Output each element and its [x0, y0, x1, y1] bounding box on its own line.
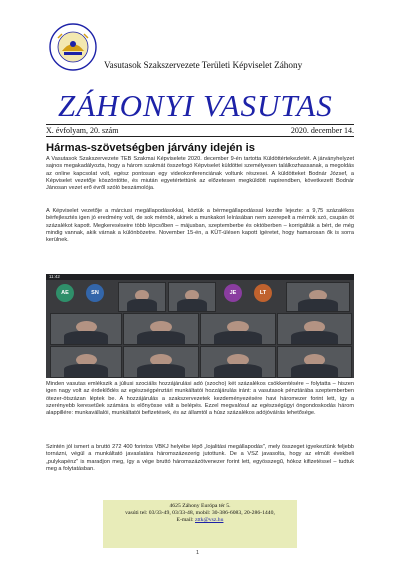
video-toolbar [46, 274, 354, 280]
participant-video [200, 346, 276, 378]
masthead-bottom-rule [46, 136, 354, 137]
organization-name: Vasutasok Szakszervezete Területi Képviselet Záhony [104, 60, 303, 70]
participant-video [123, 313, 199, 345]
article-paragraph: Szintén jól ismert a bruttó 272 400 forintos VBKJ helyébe lépő „lojalitási megállapodás", mely összeget igyekeztünk feljebb tornázni, végül a munkáltató javaslatára háromszázezerig jutottunk. De a VSZ javasolta, hogy az elmúlt évekbeli „pulykapénz" is maradjon meg, így a vége bruttó háromszázötvenezer forint lett, egyösszegű, hókoz kifizetéssel – tudtuk meg a folytatásban. [46, 444, 354, 472]
footer-phones: vasúti tel: 03/33-49, 03/33-48, mobil: 30-386-6083, 20-286-1440, [125, 510, 275, 516]
participant-video [200, 313, 276, 345]
participant-video [123, 346, 199, 378]
vasutasok-szakszervezete-logo [48, 22, 98, 72]
footer-email-label: E-mail: [176, 517, 194, 523]
issue-line [46, 126, 354, 135]
participant-avatar: LT [254, 284, 272, 302]
participant-video [50, 346, 122, 378]
article-headline: Hármas-szövetségben járvány idején is [46, 142, 255, 154]
video-conference-photo [46, 274, 354, 378]
page-number: 1 [196, 550, 200, 556]
participant-avatar: JE [224, 284, 242, 302]
masthead-top-rule [46, 124, 354, 125]
footer-email-line [103, 517, 297, 524]
participant-video [118, 282, 166, 312]
article-paragraph: A Vasutasok Szakszervezete TEB Szakmai Képviselete 2020. december 9-én tartotta Küldöttértekezletét. A járványhelyzet sajnos megakadályozta, hogy a három szakmát összefogó Képviselet küldöttei személyesen találkozhassanak, a megoldás az online kapcsolat volt, egész pontosan egy videokonferenciának voltunk részesei. A küldötteket Bodnár József, a Képviselet vezetője köszöntötte, és miután egyetértettünk az előzetesen megküldött napirendben, következett Bodnár Jánosan vezet erő évről szóló beszámolója. [46, 156, 354, 192]
issue-date: 2020. december 14. [290, 126, 354, 135]
footer-address: 4625 Záhony Európa tér 5. [169, 503, 231, 509]
issue-number: X. évfolyam, 20. szám [46, 126, 119, 135]
participant-video [277, 346, 352, 378]
participant-video [50, 313, 122, 345]
participant-avatar: AE [56, 284, 74, 302]
article-paragraph: Minden vasutas emlékszik a júliusi szociális hozzájárulási adó (szocho) két százalékos csökkentésére – folytatta – hiszen igen nagy volt az érdeklődés az egészségpénztári munkáltatói hozzájárulás iránt: a vasutasok pénztárába szeptemberben ötezer-ötszázan léptek be. A hozzájárulás a szakszervezetek kezdeményezésére havi háromezer forint lett, így a szerényebb keresetűek számára is előnyösse vált a belépés. Ezzel megvalósul az egészségügyi öngondoskodás három alappillére: munkavállalói, munkáltatói befizetések, és az államtól a húsz százalékos adójóváírás lehetősége. [46, 381, 354, 417]
email-link[interactable]: zttk@vsz.hu [195, 517, 224, 523]
participant-video [286, 282, 350, 312]
participant-video [168, 282, 216, 312]
participant-video [277, 313, 352, 345]
participant-avatar: SN [86, 284, 104, 302]
video-clock: 11:42 [49, 274, 60, 279]
contact-footer [103, 500, 297, 548]
masthead-title: ZÁHONYI VASUTAS [58, 88, 333, 123]
article-paragraph: A Képviselet vezetője a márciusi megállapodásokkal, köztük a bérmegállapodással kezdte lejezte: a 9,75 százalékos bérfejlesztés igen jó eredmény volt, de sok mérnök, akinek a munkakori leírásában nem szerepelt a mérnök szó, csupán öt százalékot kapott. Megkereséseire több lépcsőben – májusban, szeptemberbe és októberben – korrigálták a bért, de még mindig vannak, akik várnak a különbözetre. November 15-én, a KÜT-ülésen kapott ígéretet, hogy hamarosan ők is sorra kerülnek. [46, 208, 354, 244]
